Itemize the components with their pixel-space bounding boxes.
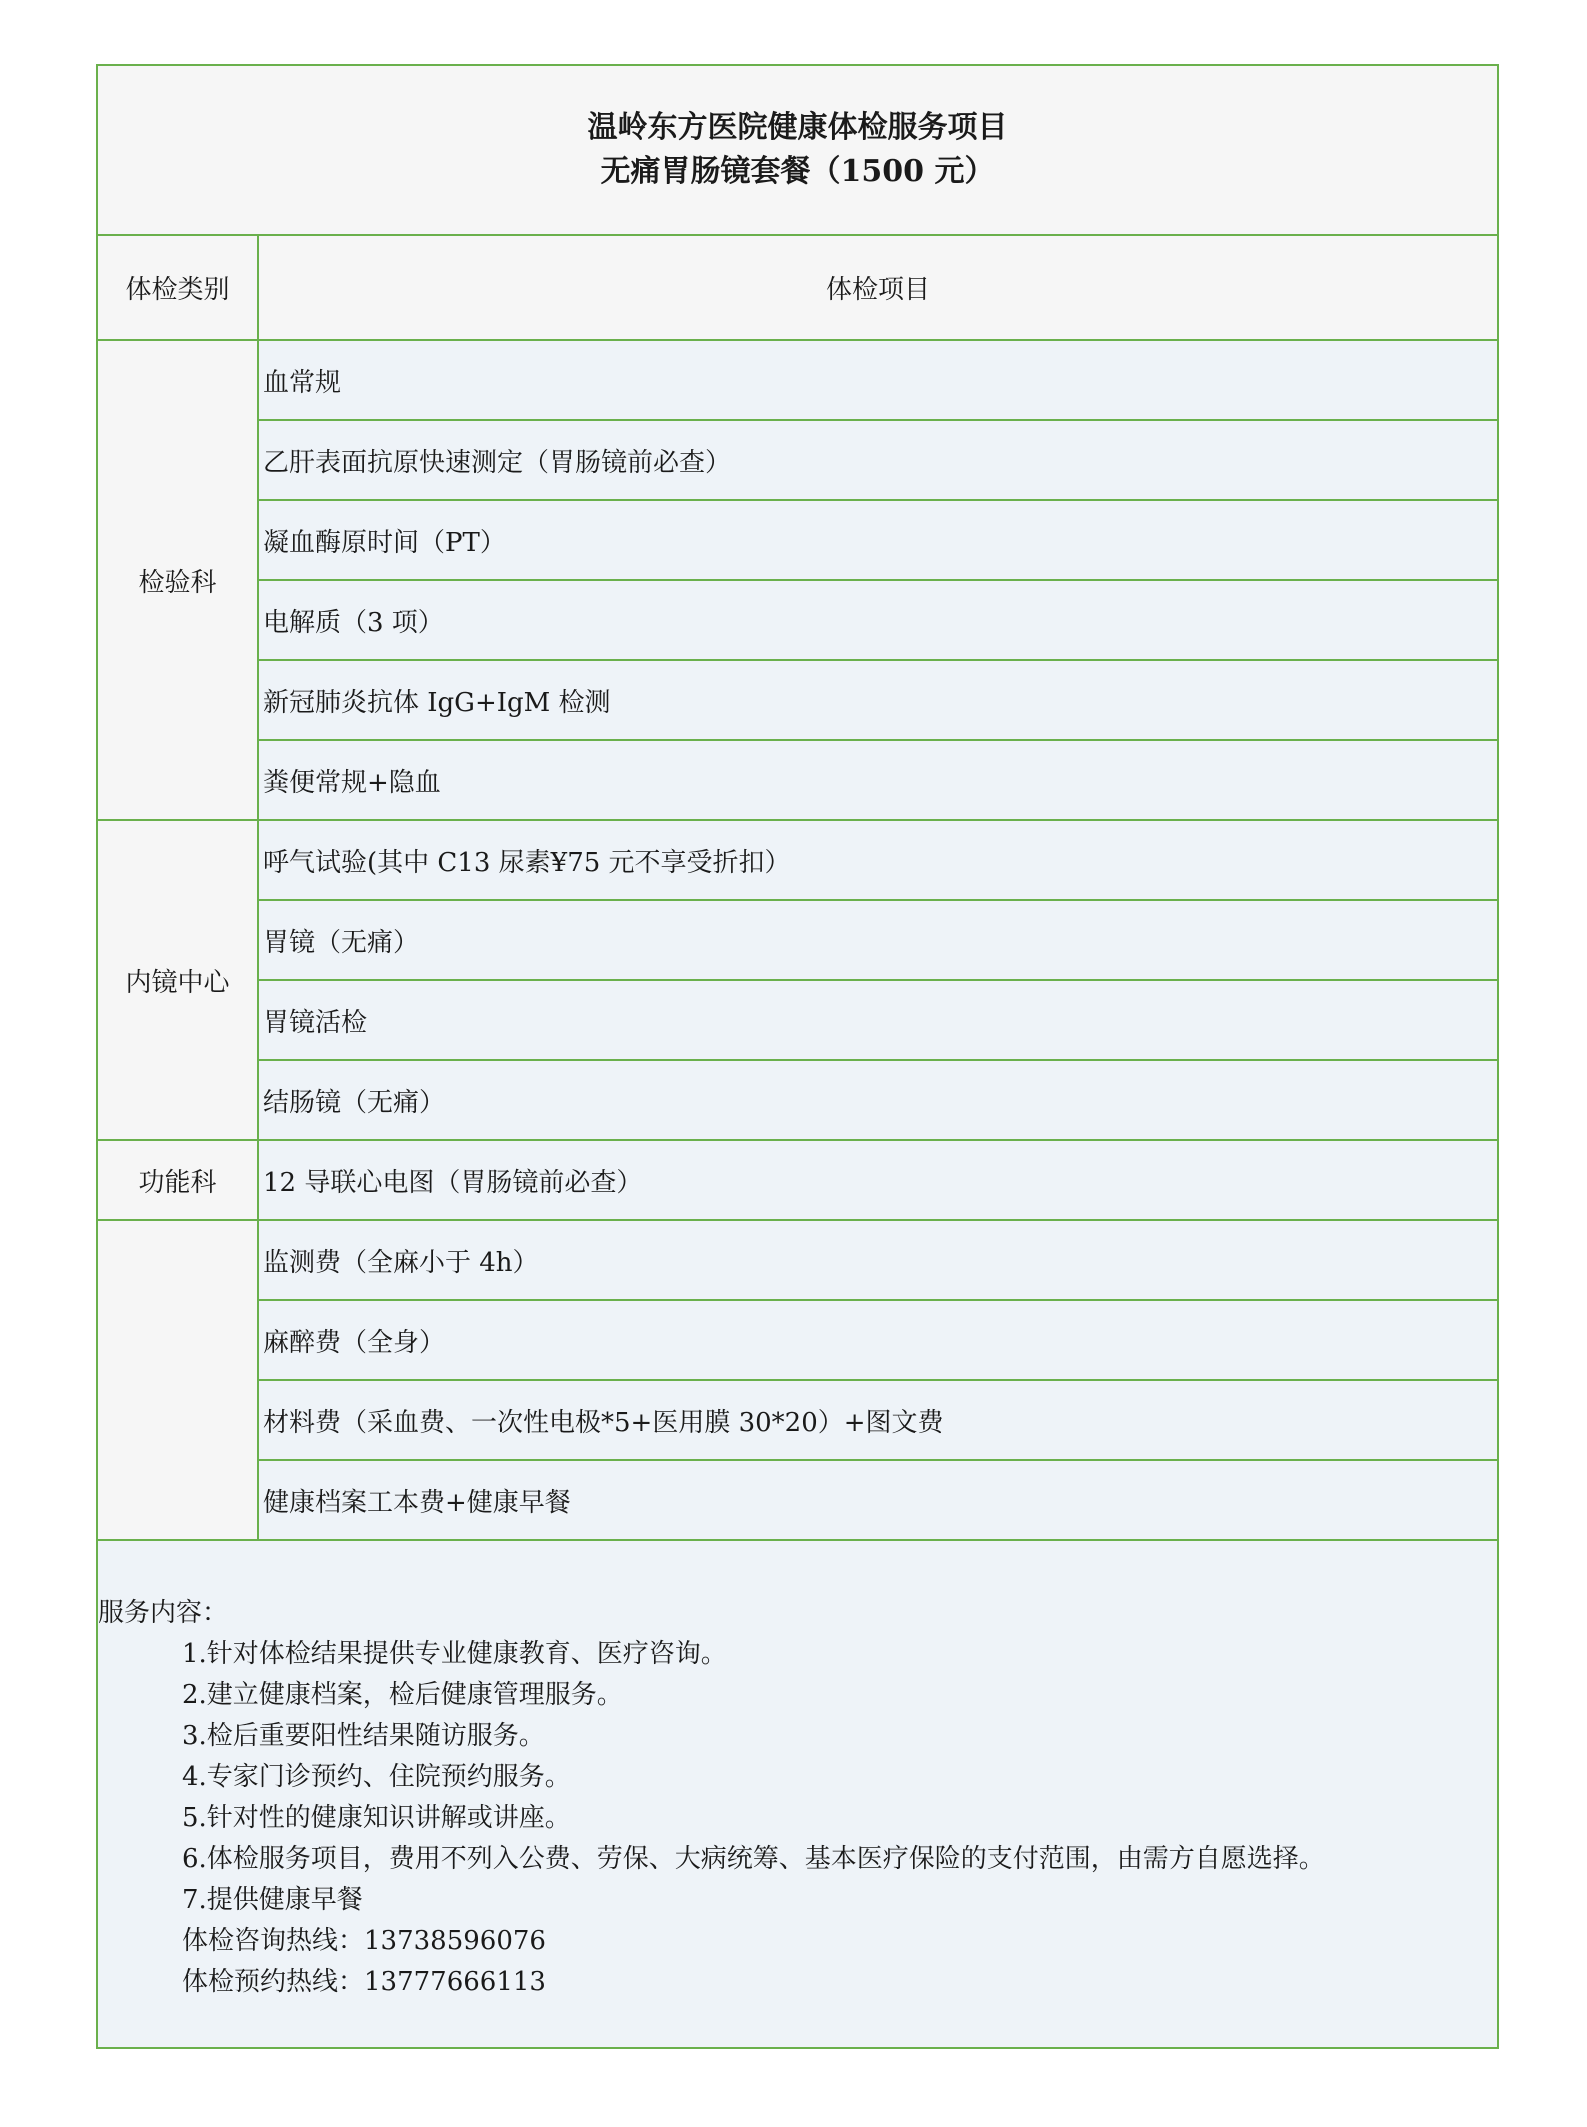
section-fees-category [97,1220,258,1540]
services-block [98,1541,1497,2003]
table-row [97,740,1498,820]
exam-item: 新冠肺炎抗体 IgG+IgM 检测 [258,660,1498,740]
exam-item: 材料费（采血费、一次性电极*5+医用膜 30*20）+图文费 [258,1380,1498,1460]
table-row [97,980,1498,1060]
table-row [97,660,1498,740]
exam-item: 胃镜（无痛） [258,900,1498,980]
title-cell [97,65,1498,235]
service-item: 5.针对性的健康知识讲解或讲座。 [182,1803,571,1833]
exam-item: 结肠镜（无痛） [258,1060,1498,1140]
exam-item: 电解质（3 项） [258,580,1498,660]
table-row [97,580,1498,660]
table-row [97,1380,1498,1460]
header-items: 体检项目 [258,235,1498,340]
table-row [97,340,1498,420]
service-item: 2.建立健康档案，检后健康管理服务。 [182,1680,623,1710]
package-table-body [97,65,1498,2048]
table-row [97,1220,1498,1300]
exam-item: 凝血酶原时间（PT） [258,500,1498,580]
service-item: 3.检后重要阳性结果随访服务。 [182,1721,545,1751]
table-row [97,1300,1498,1380]
section-endoscopy-category: 内镜中心 [97,820,258,1140]
exam-item: 乙肝表面抗原快速测定（胃肠镜前必查） [258,420,1498,500]
services-row [97,1540,1498,2048]
consult-hotline: 体检咨询热线：13738596076 [182,1926,546,1956]
table-row [97,900,1498,980]
section-function-category: 功能科 [97,1140,258,1220]
title-row [97,65,1498,235]
table-row [97,820,1498,900]
table-row [97,500,1498,580]
package-title: 无痛胃肠镜套餐（1500 元） [600,154,995,189]
service-item: 7.提供健康早餐 [182,1885,363,1915]
exam-item: 血常规 [258,340,1498,420]
exam-item: 胃镜活检 [258,980,1498,1060]
service-item: 4.专家门诊预约、住院预约服务。 [182,1762,571,1792]
service-item: 6.体检服务项目，费用不列入公费、劳保、大病统筹、基本医疗保险的支付范围，由需方自愿选择。 [182,1844,1325,1874]
table-row [97,1060,1498,1140]
exam-item: 12 导联心电图（胃肠镜前必查） [258,1140,1498,1220]
service-item: 1.针对体检结果提供专业健康教育、医疗咨询。 [182,1639,727,1669]
exam-item: 麻醉费（全身） [258,1300,1498,1380]
services-cell [97,1540,1498,2048]
hospital-title: 温岭东方医院健康体检服务项目 [587,110,1008,145]
booking-hotline: 体检预约热线：13777666113 [182,1967,546,1997]
exam-item: 粪便常规+隐血 [258,740,1498,820]
table-row [97,1460,1498,1540]
table-row [97,1140,1498,1220]
header-row [97,235,1498,340]
exam-item: 健康档案工本费+健康早餐 [258,1460,1498,1540]
package-table [96,64,1499,2049]
section-lab-category: 检验科 [97,340,258,820]
table-row [97,420,1498,500]
services-heading: 服务内容： [98,1598,229,1628]
header-category: 体检类别 [97,235,258,340]
exam-item: 监测费（全麻小于 4h） [258,1220,1498,1300]
exam-item: 呼气试验(其中 C13 尿素¥75 元不享受折扣） [258,820,1498,900]
